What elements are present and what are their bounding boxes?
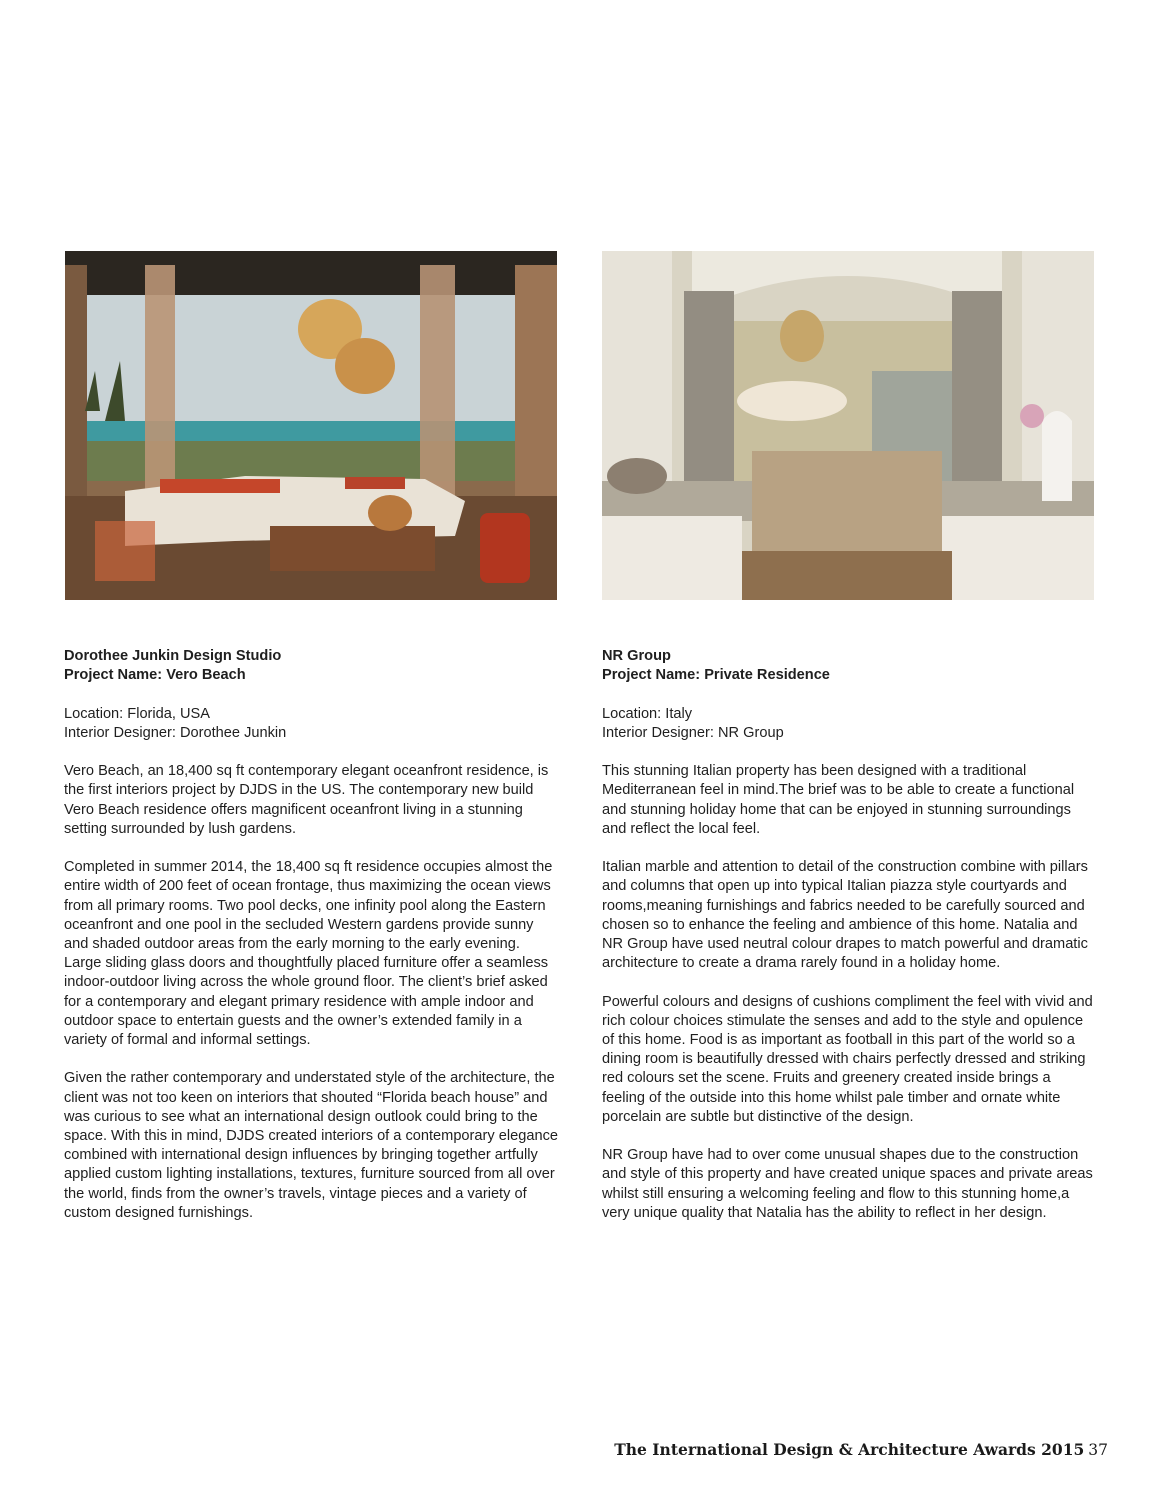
photo-private-residence [602, 251, 1094, 600]
project-name: Project Name: Private Residence [602, 667, 830, 684]
page-footer [614, 1440, 1108, 1459]
studio-name: NR Group [602, 648, 671, 664]
photo-private-residence-illustration [602, 251, 1094, 600]
photo-vero-beach-illustration [65, 251, 557, 600]
paragraph: This stunning Italian property has been designed with a traditional Mediterranean feel in mind.The brief was to be able to create a functional and stunning holiday home that can be enjoyed in stunning surroundings and reflect the local feel. [602, 763, 1075, 837]
paragraph: Vero Beach, an 18,400 sq ft contemporary elegant oceanfront residence, is the first interiors project by DJDS in the US. The contemporary new build Vero Beach residence offers magnificent oceanfront living in a stunning setting surrounded by lush gardens. [64, 763, 549, 837]
studio-name: Dorothee Junkin Design Studio [64, 648, 282, 664]
interior-designer: Interior Designer: Dorothee Junkin [64, 724, 287, 741]
article-right [602, 647, 1097, 1242]
publication-title: The International Design & Architecture Awards 2015 [614, 1440, 1085, 1459]
interior-designer: Interior Designer: NR Group [602, 724, 784, 741]
project-name: Project Name: Vero Beach [64, 667, 246, 684]
paragraph: Powerful colours and designs of cushions compliment the feel with vivid and rich colour choices stimulate the senses and add to the style and opulence of this home. Food is as important as football in this part of the world so a dining room is beautifully dressed with chairs perfectly dressed and striking red colours set the scene. Fruits and greenery created inside brings a feeling of the outside into this home whilst pale timber and ornate white porcelain are subtle but distinctive of the design. [602, 993, 1093, 1125]
location: Location: Italy [602, 705, 693, 722]
article-left [64, 647, 559, 1242]
page-number: 37 [1088, 1441, 1108, 1459]
paragraph: NR Group have had to over come unusual shapes due to the construction and style of this property and have created unique spaces and private areas whilst still ensuring a welcoming feeling and flow to this stunning home,a very unique quality that Natalia has the ability to reflect in her design. [602, 1147, 1093, 1221]
paragraph: Given the rather contemporary and understated style of the architecture, the client was not too keen on interiors that shouted “Florida beach house” and was curious to see what an international design outlook could bring to the space. With this in mind, DJDS created interiors of a contemporary elegance combined with international design influences by bringing together artfully applied custom lighting installations, textures, furniture sourced from all over the world, finds from the owner’s travels, vintage pieces and a variety of custom designed furnishings. [64, 1070, 558, 1221]
location: Location: Florida, USA [64, 705, 211, 722]
paragraph: Completed in summer 2014, the 18,400 sq ft residence occupies almost the entire width of 200 feet of ocean frontage, thus maximizing the ocean views from all primary rooms. Two pool decks, one infinity pool along the Eastern oceanfront and one pool in the secluded Western gardens provide sunny and shaded outdoor areas from the early morning to the early evening. Large sliding glass doors and thoughtfully placed furniture offer a seamless indoor-outdoor living across the whole ground floor. The client’s brief asked for a contemporary and elegant primary residence with ample indoor and outdoor space to entertain guests and the owner’s extended family in a variety of formal and informal settings. [64, 859, 553, 1049]
paragraph: Italian marble and attention to detail of the construction combine with pillars and columns that open up into typical Italian piazza style courtyards and rooms,meaning furnishings and fabrics needed to be carefully sourced and chosen so to enhance the feeling and ambience of this home. Natalia and NR Group have used neutral colour drapes to match powerful and dramatic architecture to create a drama rarely found in a holiday home. [602, 859, 1088, 972]
photo-vero-beach [65, 251, 557, 600]
